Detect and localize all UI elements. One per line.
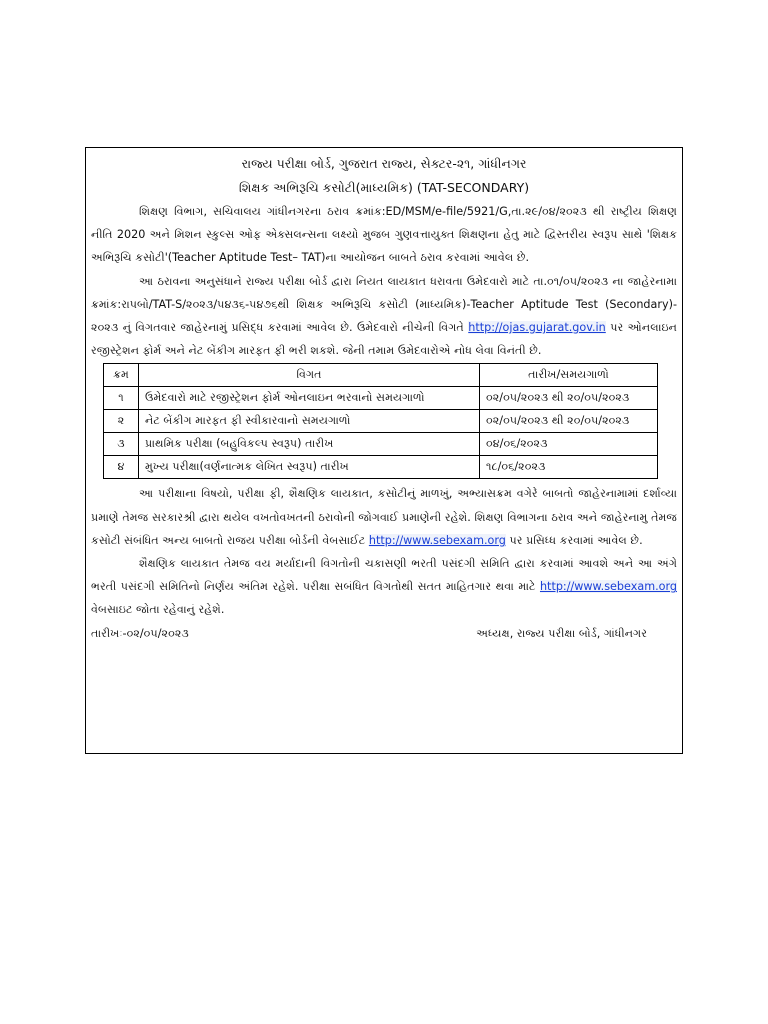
table-header-row [104, 364, 658, 387]
issue-date: તારીખઃ-૦૨/૦૫/૨૦૨૩ [91, 626, 189, 640]
announcement-text: આ ઠરાવના અનુસંધાને રાજ્ય પરીક્ષા બોર્ડ દ્વારા નિયત લાયકાત ધરાવતા ઉમેદવારો માટે તા.૦૧/૦૫/૨૦૨૩ ના જાહેરનામા ક્રમાંક:રાપબો/TAT-S/૨૦૨૩/૫૪૩૬-૫૪૭૬થી શિક્ષક અભિરૂચિ કસોટી (માધ્યમિક)-Teacher Aptitude Test (Secondary)- ૨૦૨૩ નું વિગતવાર જાહેરનામું પ્રસિદ્ધ કરવામાં આવેલ છે. ઉમેદવારો નીચેની વિગતે [91, 274, 677, 335]
row-date: ૦૨/૦૫/૨૦૨૩ થી ૨૦/૦૫/૨૦૨૩ [480, 410, 658, 433]
sebexam-link[interactable]: http://www.sebexam.org [368, 533, 506, 547]
row-number: ૪ [104, 456, 139, 479]
row-number: ૩ [104, 433, 139, 456]
table-row [104, 410, 658, 433]
exam-details-text-end: પર પ્રસિધ્ધ કરવામાં આવેલ છે. [509, 533, 643, 547]
announcement-text-end: પર ઓનલાઇન રજીસ્ટ્રેશન ફોર્મ અને નેટ બેંકીગ મારફત ફી ભરી શકશે. જેની તમામ ઉમેદવારોએ નોધ લેવા વિનંતી છે. [91, 321, 677, 358]
table-row [104, 387, 658, 410]
column-header-serial: ક્રમ [104, 364, 139, 387]
row-date: ૧૮/૦૬/૨૦૨૩ [480, 456, 658, 479]
intro-paragraph: શિક્ષણ વિભાગ, સચિવાલય ગાંધીનગરના ઠરાવ ક્રમાંક:ED/MSM/e-file/5921/G,તા.૨૯/૦૪/૨૦૨૩ થી રાષ્ટ્રીય શિક્ષણ નીતિ 2020 અને મિશન સ્કુલ્સ ઓફ એક્સલન્સના લક્ષ્યો મુજબ ગુણવત્તાયુક્ત શિક્ષણના હેતુ માટે દ્વિસ્તરીય સ્વરૂપ સાથે 'શિક્ષક અભિરૂચિ કસોટી'(Teacher Aptitude Test– TAT)ના આયોજન બાબતે ઠરાવ કરવામાં આવેલ છે. [91, 205, 677, 265]
table-row [104, 433, 658, 456]
page-subtitle: શિક્ષક અભિરૂચિ કસોટી(માધ્યમિક) (TAT-SECONDARY) [238, 180, 530, 195]
row-number: ૨ [104, 410, 139, 433]
ojas-link[interactable]: http://ojas.gujarat.gov.in [468, 321, 606, 335]
exam-details-text: આ પરીક્ષાના વિષયો, પરીક્ષા ફી, શૈક્ષણિક લાયકાત, કસોટીનું માળખું, અભ્યાસક્રમ વગેરે બાબતો જાહેરનામામાં દર્શાવ્યા પ્રમાણે તેમજ સરકારશ્રી દ્વારા થયેલ વખતોવખતની ઠરાવોની જોગવાઈ પ્રમાણેની રહેશે. શિક્ષણ વિભાગના ઠરાવ અને જાહેરનામુ તેમજ કસોટી સંબંધિત અન્ય બાબતો રાજય પરીક્ષા બોર્ડની વેબસાઈટ [91, 487, 677, 547]
signatory: અધ્યક્ષ, રાજ્ય પરીક્ષા બોર્ડ, ગાંધીનગર [476, 626, 647, 640]
row-date: ૦૨/૦૫/૨૦૨૩ થી ૨૦/૦૫/૨૦૨૩ [480, 387, 658, 410]
exam-details-paragraph [91, 482, 677, 552]
row-number: ૧ [104, 387, 139, 410]
eligibility-paragraph [91, 552, 677, 622]
notice-box [85, 147, 683, 754]
sebexam-link-2[interactable]: http://www.sebexam.org [539, 580, 677, 594]
eligibility-text: શૈક્ષણિક લાયકાત તેમજ વય મર્યાદાની વિગતોની ચકાસણી ભરતી પસંદગી સમિતિ દ્વારા કરવામાં આવશે અને આ અંગે ભરતી પસંદગી સમિતિનો નિર્ણય અંતિમ રહેશે. પરીક્ષા સબંધિત વિગતોથી સતત માહિતગાર થવા માટે [91, 557, 677, 594]
row-description: મુખ્ય પરીક્ષા(વર્ણનાત્મક લેખિત સ્વરૂપ) તારીખ [139, 456, 480, 479]
announcement-paragraph [91, 270, 677, 363]
schedule-table [103, 363, 658, 479]
row-description: પ્રાથમિક પરીક્ષા (બહુવિકલ્પ સ્વરૂપ) તારીખ [139, 433, 480, 456]
row-description: ઉમેદવારો માટે રજીસ્ટ્રેશન ફોર્મ ઓનલાઇન ભરવાનો સમયગાળો [139, 387, 480, 410]
table-row [104, 456, 658, 479]
row-date: ૦૪/૦૬/૨૦૨૩ [480, 433, 658, 456]
eligibility-text-end: વેબસાઇટ જોતા રહેવાનું રહેશે. [91, 603, 225, 617]
column-header-detail: વિગત [139, 364, 480, 387]
page-title: રાજ્ય પરીક્ષા બોર્ડ, ગુજરાત રાજ્ય, સેક્ટર-૨૧, ગાંધીનગર [241, 156, 527, 171]
column-header-date: તારીખ/સમયગાળો [480, 364, 658, 387]
row-description: નેટ બેંકીગ મારફત ફી સ્વીકારવાનો સમયગાળો [139, 410, 480, 433]
footer-row [91, 622, 677, 645]
